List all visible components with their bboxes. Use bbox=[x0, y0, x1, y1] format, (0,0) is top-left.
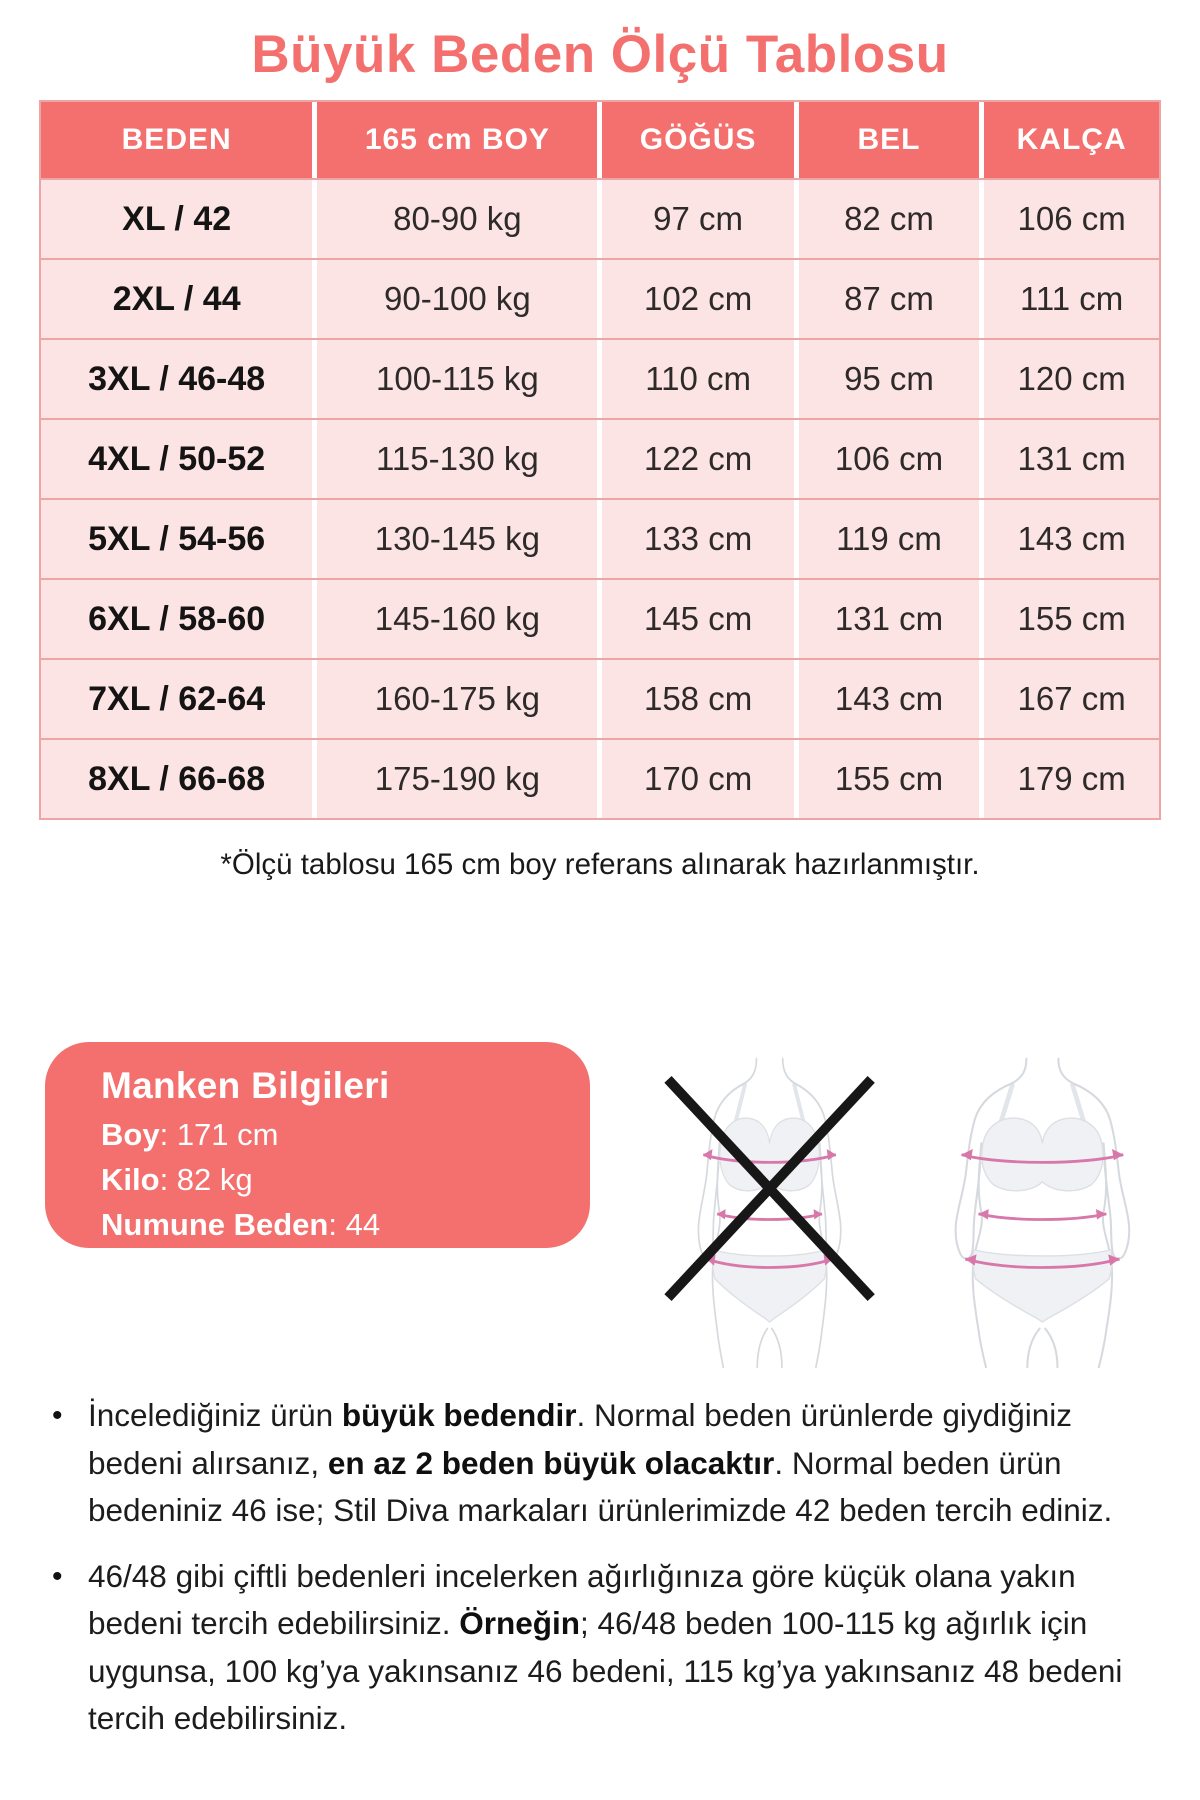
table-cell: 5XL / 54-56 bbox=[41, 500, 312, 578]
note-segment: 46/48 gibi çiftli bedenleri incelerken ağırlığınıza göre küçük olana yakın bedeni tercih edebilirsiniz. bbox=[88, 1557, 1076, 1641]
table-cell: 4XL / 50-52 bbox=[41, 420, 312, 498]
model-info-section bbox=[45, 1042, 1160, 1368]
table-cell: 87 cm bbox=[799, 260, 980, 338]
model-info-field bbox=[101, 1202, 560, 1247]
size-table-header-row bbox=[41, 102, 1159, 178]
table-cell: 179 cm bbox=[984, 740, 1159, 818]
table-cell: 155 cm bbox=[984, 580, 1159, 658]
model-info-title: Manken Bilgileri bbox=[101, 1065, 390, 1106]
note-segment: ; 46/48 beden 100-115 kg ağırlık için uygunsa, 100 kg’ya yakınsanız 46 bedeni, 115 kg’ya yakınsanız 48 bedeni tercih edebilirsiniz. bbox=[88, 1605, 1123, 1736]
table-cell: 100-115 kg bbox=[317, 340, 597, 418]
model-field-value: 44 bbox=[345, 1207, 381, 1242]
model-info-field bbox=[101, 1157, 560, 1202]
size-table bbox=[39, 100, 1161, 820]
table-cell: 160-175 kg bbox=[317, 660, 597, 738]
table-cell: 8XL / 66-68 bbox=[41, 740, 312, 818]
table-row bbox=[41, 258, 1159, 338]
table-cell: 102 cm bbox=[602, 260, 793, 338]
table-row bbox=[41, 658, 1159, 738]
table-cell: 145-160 kg bbox=[317, 580, 597, 658]
table-header-cell: BEL bbox=[799, 102, 980, 178]
table-cell: 170 cm bbox=[602, 740, 793, 818]
table-cell: 90-100 kg bbox=[317, 260, 597, 338]
table-header-cell: KALÇA bbox=[984, 102, 1159, 178]
table-cell: 131 cm bbox=[799, 580, 980, 658]
body-figures-illustration bbox=[652, 1056, 1160, 1368]
table-cell: 115-130 kg bbox=[317, 420, 597, 498]
table-cell: 131 cm bbox=[984, 420, 1159, 498]
table-cell: 7XL / 62-64 bbox=[41, 660, 312, 738]
table-cell: 120 cm bbox=[984, 340, 1159, 418]
note-bold-segment: büyük bedendir bbox=[341, 1397, 577, 1433]
model-field-value: 82 kg bbox=[176, 1162, 253, 1197]
table-cell: 133 cm bbox=[602, 500, 793, 578]
note-item bbox=[52, 1553, 1162, 1743]
bullet-icon: • bbox=[52, 1399, 63, 1432]
table-cell: XL / 42 bbox=[41, 180, 312, 258]
table-cell: 167 cm bbox=[984, 660, 1159, 738]
table-row bbox=[41, 178, 1159, 258]
bullet-icon: • bbox=[52, 1559, 63, 1593]
table-row bbox=[41, 338, 1159, 418]
note-segment: İncelediğiniz ürün bbox=[88, 1397, 342, 1433]
table-cell: 3XL / 46-48 bbox=[41, 340, 312, 418]
note-bold-segment: en az 2 beden büyük olacaktır bbox=[327, 1444, 775, 1481]
table-cell: 143 cm bbox=[984, 500, 1159, 578]
table-cell: 158 cm bbox=[602, 660, 793, 738]
table-row bbox=[41, 738, 1159, 818]
table-cell: 122 cm bbox=[602, 420, 793, 498]
note-item bbox=[52, 1392, 1162, 1535]
model-info-field bbox=[101, 1112, 560, 1157]
note-bold-segment: Örneğin bbox=[459, 1605, 580, 1641]
model-info-card bbox=[45, 1042, 590, 1248]
notes-list bbox=[52, 1392, 1162, 1743]
table-row bbox=[41, 418, 1159, 498]
table-cell: 155 cm bbox=[799, 740, 980, 818]
model-field-separator: : bbox=[159, 1162, 177, 1197]
table-cell: 95 cm bbox=[799, 340, 980, 418]
table-cell: 6XL / 58-60 bbox=[41, 580, 312, 658]
table-cell: 97 cm bbox=[602, 180, 793, 258]
model-field-separator: : bbox=[328, 1207, 346, 1242]
slim-figure-crossed-out bbox=[668, 1059, 871, 1368]
table-cell: 110 cm bbox=[602, 340, 793, 418]
table-cell: 111 cm bbox=[984, 260, 1159, 338]
table-cell: 106 cm bbox=[984, 180, 1159, 258]
note-text bbox=[88, 1392, 1162, 1535]
table-cell: 119 cm bbox=[799, 500, 980, 578]
model-field-separator: : bbox=[159, 1117, 177, 1152]
table-header-cell: 165 cm BOY bbox=[317, 102, 597, 178]
table-cell: 82 cm bbox=[799, 180, 980, 258]
table-footnote: *Ölçü tablosu 165 cm boy referans alınarak hazırlanmıştır. bbox=[220, 848, 980, 881]
note-segment: . Normal beden ürünlerde giydiğiniz bedeni alırsanız, bbox=[88, 1397, 1072, 1481]
table-header-cell: GÖĞÜS bbox=[602, 102, 793, 178]
page-title: Büyük Beden Ölçü Tablosu bbox=[251, 25, 949, 84]
table-cell: 2XL / 44 bbox=[41, 260, 312, 338]
note-segment: . Normal beden ürün bedeniniz 46 ise; Stil Diva markaları ürünlerimizde 42 beden tercih ediniz. bbox=[88, 1444, 1113, 1528]
table-cell: 143 cm bbox=[799, 660, 980, 738]
table-cell: 175-190 kg bbox=[317, 740, 597, 818]
model-field-label: Numune Beden bbox=[101, 1207, 329, 1242]
table-row bbox=[41, 578, 1159, 658]
note-text bbox=[88, 1553, 1162, 1743]
table-header-cell: BEDEN bbox=[41, 102, 312, 178]
table-cell: 145 cm bbox=[602, 580, 793, 658]
table-cell: 106 cm bbox=[799, 420, 980, 498]
model-field-value: 171 cm bbox=[176, 1117, 279, 1152]
model-field-label: Kilo bbox=[101, 1162, 160, 1197]
table-row bbox=[41, 498, 1159, 578]
table-cell: 80-90 kg bbox=[317, 180, 597, 258]
plus-size-figure bbox=[956, 1059, 1130, 1368]
model-field-label: Boy bbox=[101, 1117, 160, 1152]
table-cell: 130-145 kg bbox=[317, 500, 597, 578]
model-info-fields bbox=[101, 1112, 560, 1247]
